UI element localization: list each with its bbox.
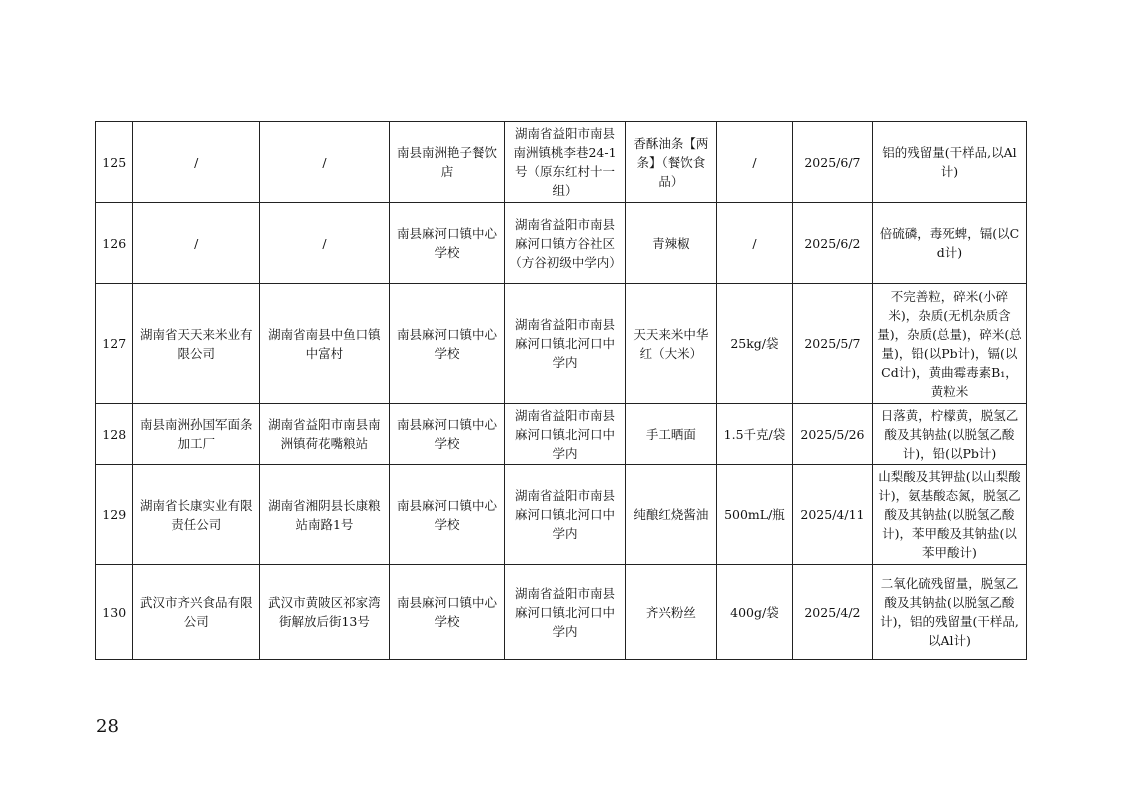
production-date: 2025/4/2 xyxy=(792,565,872,660)
producer-name: 湖南省天天来米业有限公司 xyxy=(133,284,260,404)
product-name: 手工晒面 xyxy=(625,404,716,465)
production-date: 2025/6/2 xyxy=(792,203,872,284)
sampled-address: 湖南省益阳市南县麻河口镇北河口中学内 xyxy=(505,404,626,465)
product-name: 纯酿红烧酱油 xyxy=(625,465,716,565)
producer-name: 武汉市齐兴食品有限公司 xyxy=(133,565,260,660)
sampled-unit: 南县麻河口镇中心学校 xyxy=(389,284,504,404)
product-spec: 1.5千克/袋 xyxy=(716,404,792,465)
product-spec: 25kg/袋 xyxy=(716,284,792,404)
product-spec: / xyxy=(716,122,792,203)
row-number: 129 xyxy=(96,465,133,565)
production-date: 2025/5/7 xyxy=(792,284,872,404)
row-number: 130 xyxy=(96,565,133,660)
producer-name: / xyxy=(133,203,260,284)
sampled-unit: 南县麻河口镇中心学校 xyxy=(389,565,504,660)
producer-name: 南县南洲孙国军面条加工厂 xyxy=(133,404,260,465)
sampled-address: 湖南省益阳市南县麻河口镇北河口中学内 xyxy=(505,284,626,404)
product-name: 青辣椒 xyxy=(625,203,716,284)
table-row xyxy=(96,284,1027,404)
row-number: 125 xyxy=(96,122,133,203)
test-items: 不完善粒，碎米(小碎米)，杂质(无机杂质含量)，杂质(总量)，碎米(总量)，铅(以Pb计)，镉(以Cd计)，黄曲霉毒素B₁，黄粒米 xyxy=(872,284,1026,404)
sampled-unit: 南县南洲艳子餐饮店 xyxy=(389,122,504,203)
page-number: 28 xyxy=(96,716,119,737)
producer-address: 武汉市黄陂区祁家湾街解放后街13号 xyxy=(260,565,390,660)
table-row xyxy=(96,203,1027,284)
sampled-address: 湖南省益阳市南县麻河口镇北河口中学内 xyxy=(505,565,626,660)
producer-address: 湖南省湘阴县长康粮站南路1号 xyxy=(260,465,390,565)
table-row xyxy=(96,404,1027,465)
product-spec: 500mL/瓶 xyxy=(716,465,792,565)
sampled-unit: 南县麻河口镇中心学校 xyxy=(389,404,504,465)
sampled-address: 湖南省益阳市南县麻河口镇方谷社区（方谷初级中学内） xyxy=(505,203,626,284)
producer-address: / xyxy=(260,203,390,284)
sampled-unit: 南县麻河口镇中心学校 xyxy=(389,203,504,284)
test-items: 倍硫磷，毒死蜱，镉(以Cd计) xyxy=(872,203,1026,284)
sampled-address: 湖南省益阳市南县麻河口镇北河口中学内 xyxy=(505,465,626,565)
producer-address: / xyxy=(260,122,390,203)
production-date: 2025/4/11 xyxy=(792,465,872,565)
product-name: 齐兴粉丝 xyxy=(625,565,716,660)
producer-address: 湖南省南县中鱼口镇中富村 xyxy=(260,284,390,404)
product-spec: 400g/袋 xyxy=(716,565,792,660)
production-date: 2025/5/26 xyxy=(792,404,872,465)
row-number: 128 xyxy=(96,404,133,465)
sampling-results-table xyxy=(95,121,1027,660)
table-row xyxy=(96,122,1027,203)
test-items: 铝的残留量(干样品,以Al计) xyxy=(872,122,1026,203)
sampled-address: 湖南省益阳市南县南洲镇桃李巷24-1号（原东红村十一组） xyxy=(505,122,626,203)
row-number: 126 xyxy=(96,203,133,284)
test-items: 山梨酸及其钾盐(以山梨酸计)，氨基酸态氮，脱氢乙酸及其钠盐(以脱氢乙酸计)，苯甲酸及其钠盐(以苯甲酸计) xyxy=(872,465,1026,565)
production-date: 2025/6/7 xyxy=(792,122,872,203)
product-spec: / xyxy=(716,203,792,284)
product-name: 香酥油条【两条】（餐饮食品） xyxy=(625,122,716,203)
row-number: 127 xyxy=(96,284,133,404)
sampled-unit: 南县麻河口镇中心学校 xyxy=(389,465,504,565)
table-row xyxy=(96,565,1027,660)
producer-name: / xyxy=(133,122,260,203)
product-name: 天天来米中华红（大米） xyxy=(625,284,716,404)
test-items: 日落黄，柠檬黄，脱氢乙酸及其钠盐(以脱氢乙酸计)，铅(以Pb计) xyxy=(872,404,1026,465)
producer-address: 湖南省益阳市南县南洲镇荷花嘴粮站 xyxy=(260,404,390,465)
test-items: 二氧化硫残留量，脱氢乙酸及其钠盐(以脱氢乙酸计)，铝的残留量(干样品,以Al计) xyxy=(872,565,1026,660)
table-row xyxy=(96,465,1027,565)
producer-name: 湖南省长康实业有限责任公司 xyxy=(133,465,260,565)
